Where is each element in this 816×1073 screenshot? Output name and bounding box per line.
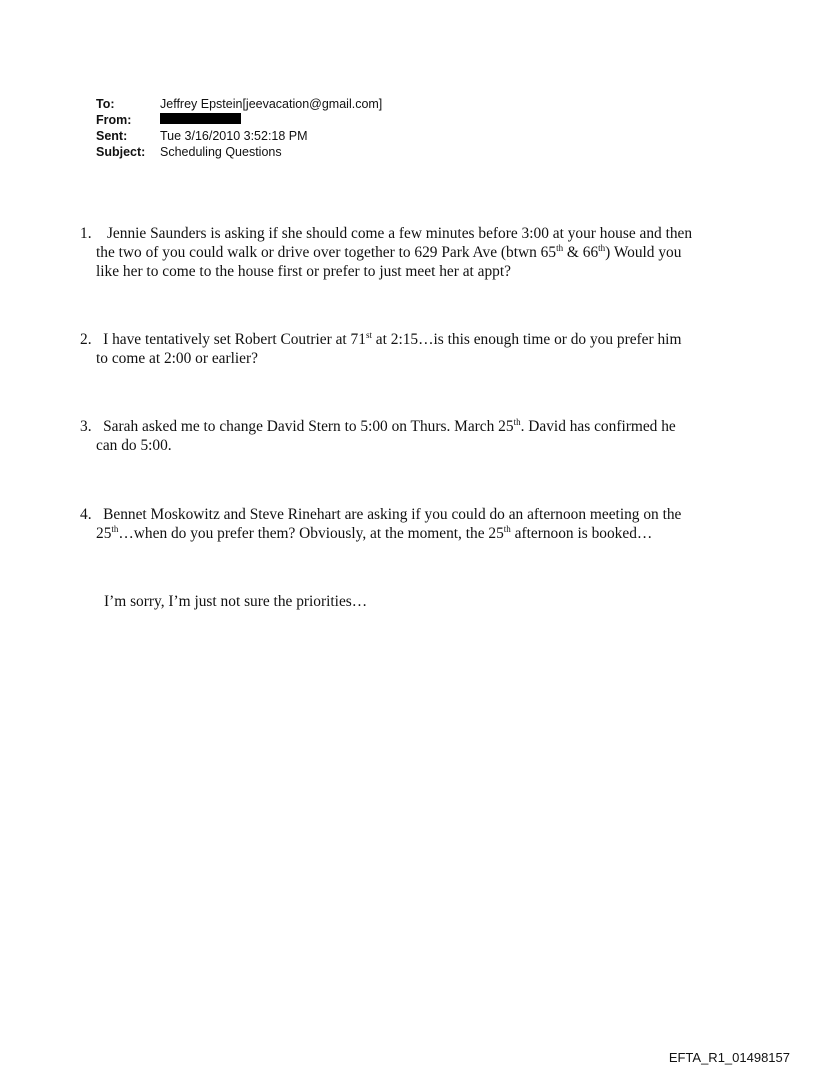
item-text-line: 25 [96,525,112,542]
email-header [96,96,382,160]
item-text-line: I have tentatively set Robert Coutrier at 71 [103,331,366,348]
item-text-line: …when do you prefer them? Obviously, at the moment, the 25 [118,525,504,542]
subject-label: Subject: [96,145,146,159]
list-item-2 [80,330,730,368]
list-item-4 [80,505,730,543]
list-item-3 [80,417,730,455]
to-row [96,96,382,112]
item-text-line: Bennet Moskowitz and Steve Rinehart are asking if you could do an afternoon meeting on the [103,506,682,523]
superscript: th [598,243,606,253]
item-text-line: the two of you could walk or drive over together to 629 Park Ave (btwn 65 [96,244,557,261]
item-text-line: ) Would you [605,244,682,261]
item-number: 4. [80,506,92,523]
sent-row [96,128,382,144]
subject-row [96,144,382,160]
item-text-line: Jennie Saunders is asking if she should come a few minutes before 3:00 at your house and then [106,225,693,242]
item-text-line: afternoon is booked… [510,525,653,542]
item-text-line: to come at 2:00 or earlier? [96,350,258,367]
item-number: 3. [80,418,92,435]
list-item-1 [80,224,730,281]
document-id: EFTA_R1_01498157 [668,1050,790,1065]
sent-value: Tue 3/16/2010 3:52:18 PM [160,129,308,143]
superscript: st [365,330,372,340]
superscript: th [556,243,564,253]
superscript: th [513,417,521,427]
to-label: To: [96,97,115,111]
item-number: 1. [80,225,92,242]
redaction-bar [160,113,241,124]
sent-label: Sent: [96,129,128,143]
item-number: 2. [80,331,92,348]
superscript: th [503,524,511,534]
item-text-line: & 66 [563,244,599,261]
from-row [96,112,382,128]
subject-value: Scheduling Questions [160,145,282,159]
item-text-line: like her to come to the house first or prefer to just meet her at appt? [96,263,511,280]
superscript: th [111,524,119,534]
to-value: Jeffrey Epstein[jeevacation@gmail.com] [160,97,383,111]
closing-line: I’m sorry, I’m just not sure the priorities… [104,593,368,610]
item-text-line: . David has confirmed he [520,418,676,435]
item-text-line: Sarah asked me to change David Stern to 5:00 on Thurs. March 25 [103,418,514,435]
item-text-line: can do 5:00. [96,437,172,454]
item-text-line: at 2:15…is this enough time or do you prefer him [371,331,682,348]
from-label: From: [96,113,132,127]
